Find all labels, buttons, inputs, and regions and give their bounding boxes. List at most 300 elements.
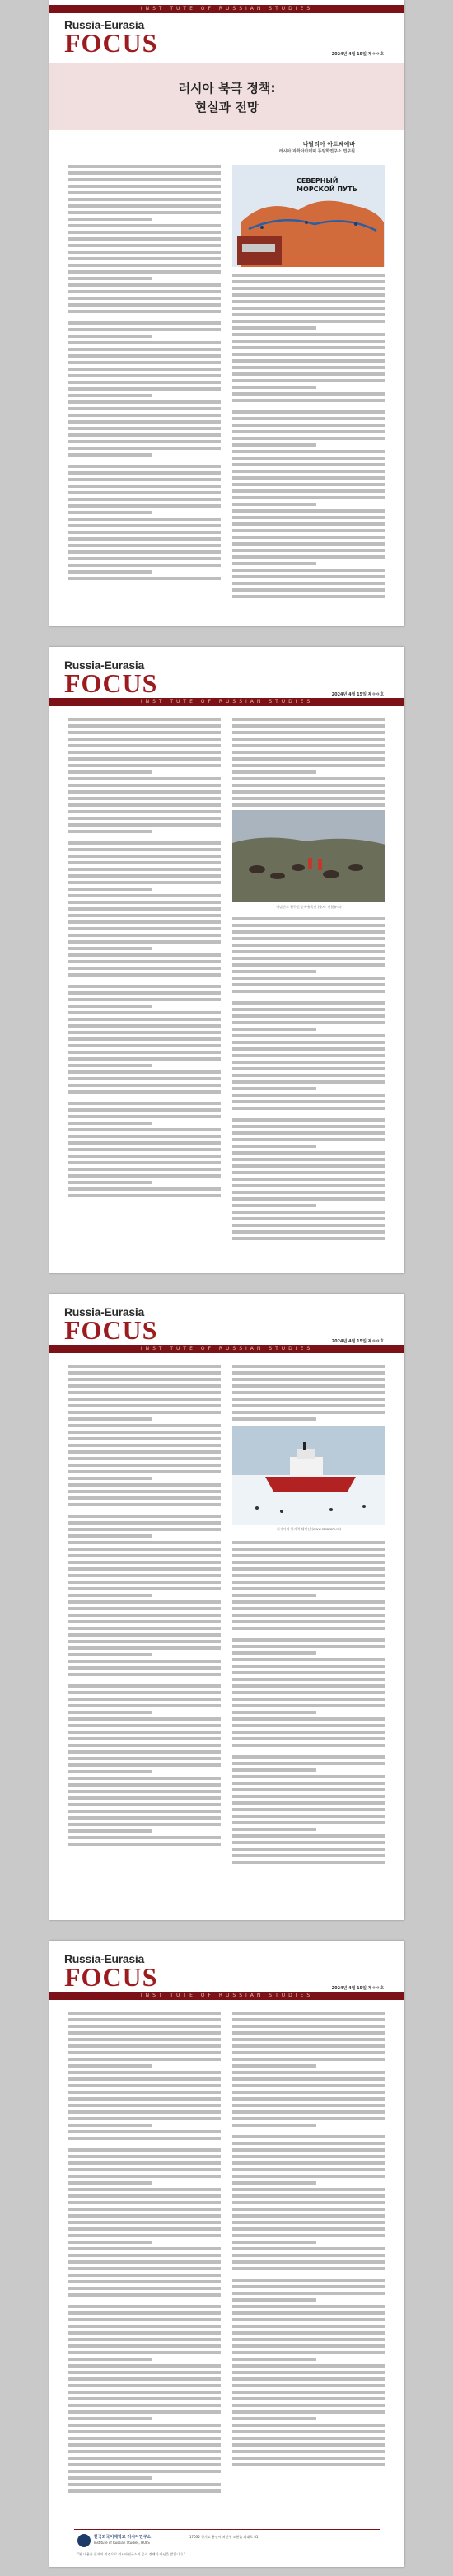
text-line [232,359,385,363]
text-line [68,2331,221,2335]
text-line [68,2012,221,2015]
text-line [68,1521,221,1525]
text-line [232,731,385,734]
text-line [232,496,385,499]
text-line [68,1057,221,1061]
text-line [232,2404,385,2407]
text-line [68,171,221,175]
text-line [232,575,385,578]
text-line [68,998,221,1001]
text-line [232,549,385,552]
text-line [68,790,221,794]
text-line [68,784,221,787]
text-line [68,2293,221,2297]
text-line [232,718,385,721]
text-line [68,374,221,377]
text-line [232,457,385,460]
text-line [68,2489,221,2493]
text-line [68,1102,221,1105]
text-line [68,1607,221,1610]
text-line [68,1444,221,1447]
text-line [68,1070,221,1074]
text-line [68,1515,221,1518]
text-line [68,2450,221,2453]
text-line [68,1790,221,1793]
text-line [232,1034,385,1037]
text-line [232,1138,385,1141]
text-line [68,927,221,930]
header-stripe: INSTITUTE OF RUSSIAN STUDIES [49,5,404,13]
text-line [68,354,221,358]
text-line [68,251,221,254]
brand-line2: FOCUS [64,28,158,58]
text-line [68,511,152,514]
body-column-left [68,1365,221,1849]
text-line [68,1587,221,1590]
text-line [232,1587,385,1590]
text-line [232,2064,316,2068]
text-line [68,218,152,221]
text-line [68,823,221,827]
text-line [68,303,221,307]
text-line [68,1187,221,1191]
text-line [232,2260,385,2264]
text-line [68,2168,221,2171]
text-line [232,2318,385,2321]
text-line [68,387,221,391]
footer-disclaimer: "본 내용은 필자의 의견으로 러시아연구소의 공식 견해가 아님을 밝힙니다." [77,2552,186,2556]
body-column-left [68,2012,221,2496]
text-line [68,2437,221,2440]
text-line [68,1777,221,1780]
text-line [68,1024,221,1028]
text-line [68,465,221,468]
text-line [232,2214,385,2218]
text-line [68,744,221,747]
text-line [68,1051,221,1054]
text-line [68,1823,221,1826]
text-line [68,718,221,721]
text-line [68,751,221,754]
text-line [68,453,152,457]
text-line [68,1541,221,1544]
text-line [232,2364,385,2368]
text-line [232,2437,385,2440]
text-line [68,478,221,481]
brand-line1: Russia-Eurasia [64,658,144,672]
text-line [232,2038,385,2041]
text-line [68,2208,221,2211]
text-line [232,1678,385,1681]
text-line [68,1711,152,1714]
text-line [68,2091,221,2094]
text-line [68,198,221,201]
text-line [68,1561,221,1564]
text-line [232,1815,385,1818]
text-line [232,1795,385,1798]
text-line [232,443,316,447]
text-line [232,1211,385,1214]
text-line [232,392,385,396]
text-line [68,524,221,527]
text-line [68,270,221,274]
text-line [68,283,221,287]
text-line [68,310,221,313]
text-line [68,1803,221,1806]
text-line [68,2064,152,2068]
text-line [232,1001,385,1005]
text-line [68,1496,221,1500]
issue-date: 2024년 4월 15일 제ㅇㅇ호 [331,692,384,697]
text-line [232,963,385,967]
text-line [232,1107,385,1110]
text-line [68,165,221,168]
author-affiliation: 러시아 과학아카데미 동양학연구소 연구원 [278,149,355,154]
icebreaker-photo [232,1426,385,1525]
text-line [68,414,221,417]
text-line [232,483,385,486]
text-line [68,1660,221,1663]
body-column-right [232,2012,385,2470]
text-line [68,2443,221,2447]
header-stripe: INSTITUTE OF RUSSIAN STUDIES [49,698,404,706]
text-line [232,2331,385,2335]
text-line [68,2351,221,2354]
text-line [68,2155,221,2158]
text-line [68,874,221,878]
brand-logo [64,658,158,698]
text-line [68,1141,221,1145]
text-line [68,544,221,547]
text-line [232,2188,385,2191]
text-line [68,341,221,344]
header-stripe: INSTITUTE OF RUSSIAN STUDIES [49,1992,404,2000]
text-line [232,1731,385,1734]
page-2 [49,647,404,1273]
text-line [68,1816,221,1820]
text-line [232,2181,316,2185]
text-line [232,2358,316,2361]
text-line [68,2457,221,2460]
text-line [68,2117,221,2120]
text-line [68,1691,221,1694]
text-line [68,1744,221,1747]
text-line [232,2084,385,2087]
body-column-right [232,274,385,602]
text-line [232,379,385,382]
text-line [68,257,221,260]
brand-line2: FOCUS [64,1315,158,1345]
text-line [232,2142,385,2145]
text-line [68,1731,221,1734]
brand-line1: Russia-Eurasia [64,1952,144,1965]
text-line [68,2201,221,2204]
text-line [232,450,385,453]
text-line [68,2463,221,2466]
text-line [232,944,385,947]
text-line [68,485,221,488]
text-line [232,503,316,506]
text-line [232,555,385,559]
text-line [68,2241,152,2244]
text-line [232,300,385,303]
text-line [232,1164,385,1168]
text-line [232,2247,385,2250]
text-line [68,1717,221,1721]
text-line [68,1698,221,1701]
text-line [68,1168,221,1171]
text-line [232,2241,316,2244]
text-line [68,531,221,534]
text-line [232,313,385,316]
text-line [232,287,385,290]
text-line [68,1534,152,1538]
text-line [68,2104,221,2107]
text-line [68,757,221,761]
text-line [232,1698,385,1701]
text-line [232,1100,385,1103]
text-line [68,178,221,181]
text-line [68,191,221,194]
text-line [232,595,385,598]
text-line [68,2344,221,2348]
text-line [68,491,221,494]
text-line [232,1627,385,1630]
text-line [68,920,221,924]
text-line [68,2260,221,2264]
text-line [68,381,221,384]
text-line [232,1788,385,1791]
text-line [68,2305,221,2308]
text-line [68,1770,152,1773]
text-line [232,1671,385,1674]
text-line [232,2443,385,2447]
text-line [68,570,152,574]
text-line [232,2254,385,2257]
text-line [68,1391,221,1394]
footer-address: 17035 경기도 용인시 처인구 모현읍 외대로 81 [189,2535,259,2539]
text-line [232,1861,385,1864]
text-line [68,953,221,957]
text-line [232,1145,316,1148]
issue-date: 2024년 4월 15일 제ㅇㅇ호 [331,52,384,57]
text-line [68,1155,221,1158]
text-line [232,2424,385,2427]
text-line [68,1633,221,1637]
text-line [68,2417,152,2420]
text-line [68,2148,221,2152]
text-line [68,914,221,917]
northern-sea-route-map [232,165,385,267]
text-line [232,2377,385,2381]
text-line [68,1567,221,1571]
text-line [68,2161,221,2165]
text-line [232,529,385,532]
text-line [232,1841,385,1844]
issue-date: 2024년 4월 15일 제ㅇㅇ호 [331,1986,384,1991]
text-line [68,2194,221,2198]
text-line [232,2221,385,2224]
text-line [232,410,385,414]
text-line [232,1365,385,1368]
brand-logo [64,18,158,58]
text-line [232,569,385,572]
text-line [232,983,385,986]
text-line [68,907,221,911]
issue-date: 2024년 4월 15일 제ㅇㅇ호 [331,1339,384,1344]
text-line [232,1197,385,1201]
text-line [232,1561,385,1564]
text-line [68,297,221,300]
text-line [68,940,221,944]
text-line [232,1600,385,1604]
university-seal-icon [77,2534,91,2547]
text-line [232,937,385,940]
text-line [68,2031,221,2035]
text-line [68,1115,221,1118]
text-line [68,777,221,780]
text-line [232,2298,316,2302]
text-line [68,1464,221,1467]
text-line [68,1122,152,1125]
text-line [68,1528,221,1531]
title-box [49,63,404,130]
text-line [68,204,221,208]
text-line [232,2194,385,2198]
title-line-2: 현실과 전망 [194,100,259,115]
text-line [68,2038,221,2041]
text-line [232,562,316,565]
page-4 [49,1941,404,2567]
map-label-2: МОРСКОЙ ПУТЬ [297,185,357,193]
text-line [232,366,385,369]
text-line [68,841,221,845]
text-line [232,924,385,927]
text-line [232,1087,316,1090]
brand-line2: FOCUS [64,1962,158,1992]
text-line [232,588,385,592]
text-line [68,2221,221,2224]
text-line [232,522,385,526]
text-line [232,424,385,427]
text-line [68,1128,221,1131]
text-line [68,1031,221,1034]
text-line [232,1782,385,1785]
text-line [68,868,221,871]
text-line [68,1724,221,1727]
text-line [232,2097,385,2101]
text-line [68,2084,221,2087]
text-line [232,2091,385,2094]
text-line [68,2071,221,2074]
text-line [232,1094,385,1097]
text-line [68,1503,221,1506]
text-line [68,2338,221,2341]
text-line [232,1691,385,1694]
text-line [232,2110,385,2114]
text-line [68,1011,221,1014]
text-line [232,2168,385,2171]
text-line [232,764,385,767]
text-line [68,2364,221,2368]
text-line [68,1581,221,1584]
author-name: 나탈리아 아트쎄예바 [302,141,355,148]
text-line [232,930,385,934]
text-line [68,1384,221,1388]
text-line [232,2201,385,2204]
text-line [232,1711,316,1714]
text-line [232,1041,385,1044]
text-line [68,1135,221,1138]
text-line [68,2377,221,2381]
text-line [232,2397,385,2400]
text-line [68,1005,152,1008]
text-line [68,1627,221,1630]
text-line [68,1640,221,1643]
text-line [68,2058,221,2061]
text-line [68,1470,221,1473]
text-line [232,1047,385,1051]
text-line [68,1574,221,1577]
text-line [68,770,152,774]
text-line [68,1161,221,1164]
text-line [232,1548,385,1551]
text-line [68,577,221,580]
text-line [232,724,385,728]
text-line [232,1724,385,1727]
text-line [68,1018,221,1021]
text-line [232,1054,385,1057]
text-line [232,990,385,993]
text-line [232,509,385,513]
photo-caption: 야말반도 원주민 순록유목민 (출처: 연합뉴스) [276,905,342,909]
text-line [68,1554,221,1557]
text-line [68,2358,152,2361]
text-line [232,757,385,761]
text-line [68,1431,221,1434]
text-line [232,346,385,349]
text-line [68,471,221,475]
text-line [232,1744,385,1747]
text-line [232,1651,316,1655]
text-line [232,333,385,336]
text-line [68,985,221,988]
text-line [232,2338,385,2341]
text-line [232,1762,385,1765]
text-line [68,440,221,443]
text-line [232,2051,385,2054]
text-line [68,1783,221,1787]
text-line [68,2274,221,2277]
text-line [68,1737,221,1740]
text-line [232,1230,385,1234]
text-line [68,810,221,813]
text-line [68,1810,221,1813]
text-line [68,1843,221,1846]
text-line [68,2247,221,2250]
text-line [232,1594,316,1597]
text-line [232,2450,385,2453]
text-line [68,2044,221,2048]
text-line [232,1080,385,1084]
text-line [68,2097,221,2101]
text-line [232,1801,385,1805]
text-line [68,1064,152,1067]
text-line [232,2391,385,2394]
text-line [68,2287,221,2290]
text-line [68,2318,221,2321]
text-line [68,894,221,897]
